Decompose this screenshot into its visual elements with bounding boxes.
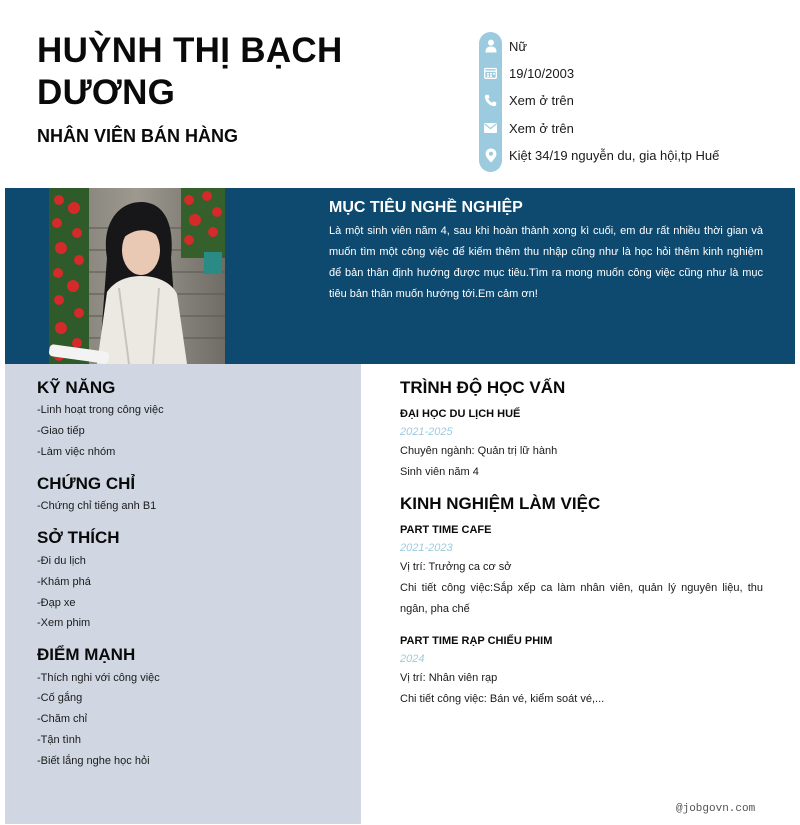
profile-photo bbox=[49, 188, 225, 364]
job-detail: Chi tiết công việc: Bán vé, kiểm soát vé,... bbox=[400, 693, 605, 705]
strength-item: -Biết lắng nghe học hỏi bbox=[37, 755, 150, 767]
education-school: ĐẠI HỌC DU LỊCH HUẾ bbox=[400, 408, 521, 420]
contact-birthday bbox=[479, 63, 779, 83]
job-position: Vị trí: Nhân viên rạp bbox=[400, 672, 498, 684]
job-period: 2024 bbox=[400, 653, 425, 665]
contact-email bbox=[479, 118, 779, 138]
gender-text: Nữ bbox=[509, 38, 528, 54]
skill-item: -Giao tiếp bbox=[37, 425, 85, 437]
skill-item: -Làm việc nhóm bbox=[37, 446, 116, 458]
strength-item: -Tận tình bbox=[37, 734, 82, 746]
contact-gender bbox=[479, 36, 779, 56]
job-position: Vị trí: Trưởng ca cơ sở bbox=[400, 561, 512, 573]
contact-phone bbox=[479, 90, 779, 110]
job-period: 2021-2023 bbox=[400, 542, 453, 554]
education-title: TRÌNH ĐỘ HỌC VẤN bbox=[400, 378, 566, 397]
hobby-item: -Đạp xe bbox=[37, 597, 76, 609]
job-title: NHÂN VIÊN BÁN HÀNG bbox=[37, 126, 239, 146]
objective-title: MỤC TIÊU NGHỀ NGHIỆP bbox=[329, 199, 523, 216]
skill-item: -Linh hoạt trong công việc bbox=[37, 404, 164, 416]
education-period: 2021-2025 bbox=[400, 426, 453, 438]
strength-item: -Thích nghi với công việc bbox=[37, 672, 160, 684]
hobby-item: -Khám phá bbox=[37, 576, 91, 588]
contact-address bbox=[479, 145, 779, 165]
certificate-item: -Chứng chỉ tiếng anh B1 bbox=[37, 500, 157, 512]
job-detail: Chi tiết công việc:Sắp xếp ca làm nhân viên, quản lý nguyên liệu, thu ngân, pha chế bbox=[400, 582, 763, 615]
email-icon bbox=[479, 123, 502, 133]
email-text: Xem ở trên bbox=[509, 120, 574, 136]
location-pin-icon bbox=[479, 148, 502, 163]
job-name: PART TIME RẠP CHIẾU PHIM bbox=[400, 635, 553, 647]
birthday-text: 19/10/2003 bbox=[509, 65, 575, 81]
hobby-item: -Đi du lịch bbox=[37, 555, 86, 567]
objective-text: Là một sinh viên năm 4, sau khi hoàn thành xong kì cuối, em dư rất nhiều thời gian và muốn tìm một công việc để kiếm thêm thu nhập cũng như là học hỏi thêm kinh nghiệm để bản thân định hướng được mục tiêu.Tìm ra mong muốn công việc cũng như là mục tiêu bản thân muốn hướng tới.Em cảm ơn! bbox=[329, 225, 763, 300]
education-major: Chuyên ngành: Quản trị lữ hành bbox=[400, 445, 558, 457]
strengths-title: ĐIỂM MẠNH bbox=[37, 645, 136, 664]
skills-title: KỸ NĂNG bbox=[37, 378, 116, 397]
phone-text: Xem ở trên bbox=[509, 92, 574, 108]
hobby-item: -Xem phim bbox=[37, 617, 91, 629]
strength-item: -Cố gắng bbox=[37, 692, 83, 704]
hobbies-title: SỞ THÍCH bbox=[37, 528, 120, 547]
education-status: Sinh viên năm 4 bbox=[400, 466, 479, 478]
watermark: @jobgovn.com bbox=[676, 803, 756, 815]
strength-item: -Chăm chỉ bbox=[37, 713, 88, 725]
certificates-title: CHỨNG CHỈ bbox=[37, 474, 136, 493]
job-name: PART TIME CAFE bbox=[400, 524, 492, 536]
phone-icon bbox=[479, 94, 502, 107]
address-text: Kiệt 34/19 nguyễn du, gia hội,tp Huế bbox=[509, 147, 720, 163]
person-icon bbox=[479, 39, 502, 53]
calendar-icon bbox=[479, 67, 502, 79]
candidate-name: HUỲNH THỊ BẠCH DƯƠNG bbox=[37, 31, 343, 112]
experience-title: KINH NGHIỆM LÀM VIỆC bbox=[400, 494, 601, 513]
